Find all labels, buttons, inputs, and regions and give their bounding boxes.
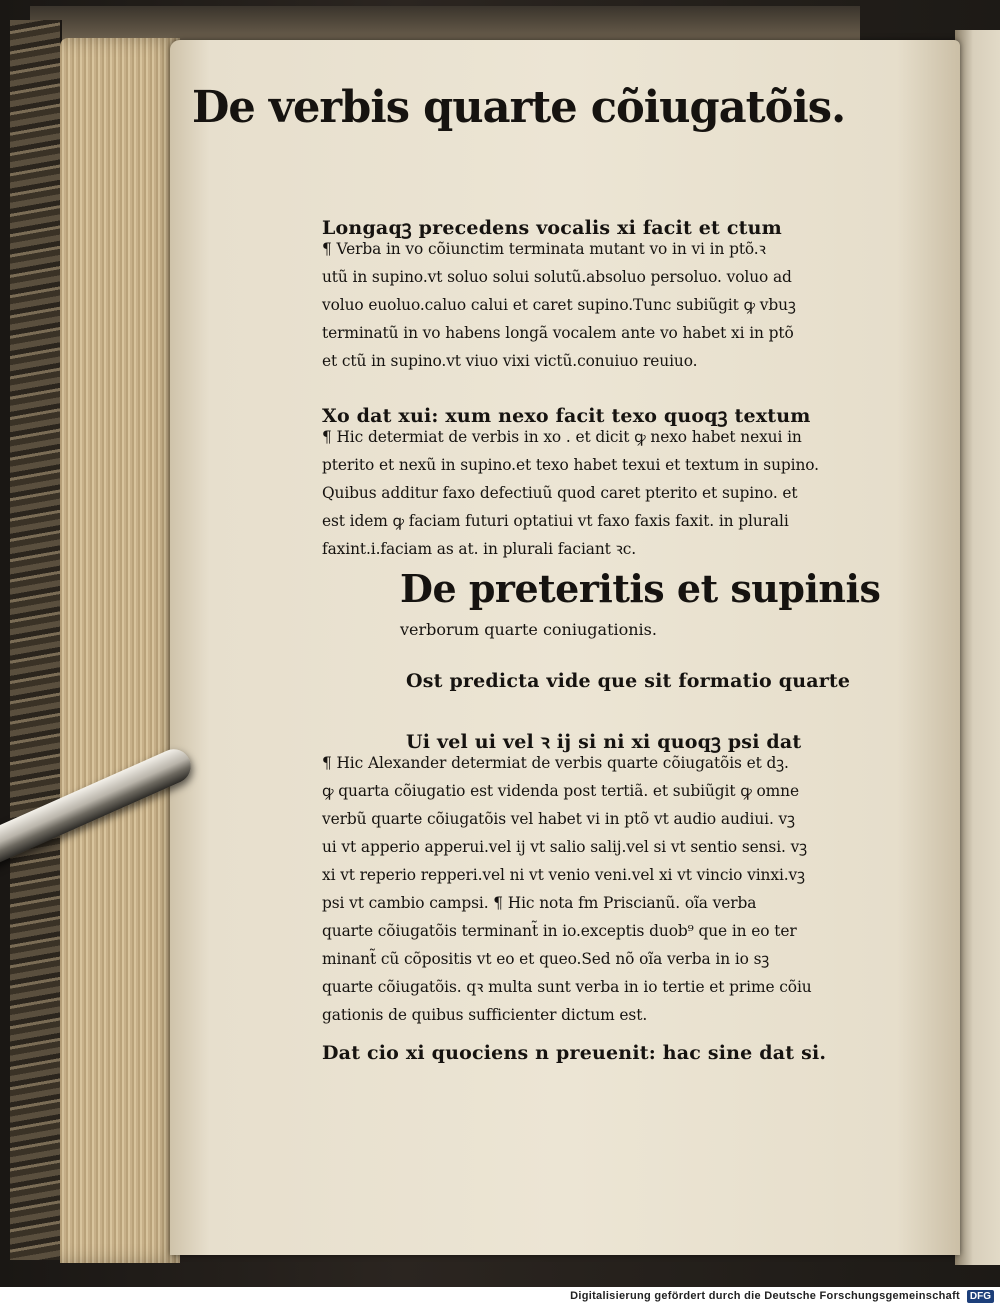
gloss-line: utũ in supino.vt soluo solui solutũ.absoluo persoluo. voluo ad — [322, 268, 792, 286]
gloss-line: voluo euoluo.caluo calui et caret supino.Tunc subiũgit ꝙ vbuꝫ — [322, 296, 796, 314]
gloss-line: ¶ Hic Alexander determiat de verbis quarte cõiugatõis et dꝫ. — [322, 754, 789, 772]
gloss-line: est idem ꝙ faciam futuri optatiui vt faxo faxis faxit. in plurali — [322, 512, 789, 530]
gloss-line: gationis de quibus sufficienter dictum est. — [322, 1006, 648, 1024]
gloss-line: terminatũ in vo habens longã vocalem ante vo habet xi in ptõ — [322, 324, 794, 342]
footer-credit-text: Digitalisierung gefördert durch die Deutsche Forschungsgemeinschaft — [570, 1290, 960, 1302]
gloss-line: et ctũ in supino.vt viuo vixi victũ.conuiuo reuiuo. — [322, 352, 698, 370]
gloss-line: faxint.i.faciam as at. in plurali faciant ꝛc. — [322, 540, 637, 558]
section-subheading: verborum quarte coniugationis. — [400, 620, 657, 639]
gloss-line: ¶ Verba in vo cõiunctim terminata mutant vo in vi in ptõ.ꝛ — [322, 240, 766, 258]
dfg-logo-icon: DFG — [967, 1290, 994, 1303]
gloss-line: ꝙ quarta cõiugatio est videnda post tertiã. et subiũgit ꝙ omne — [322, 782, 799, 800]
verse-line: Dat cio xi quociens n preuenit: hac sine dat si. — [322, 1042, 827, 1064]
gloss-line: quarte cõiugatõis. qꝛ multa sunt verba in io tertie et prime cõiu — [322, 978, 812, 996]
gloss-line: minant̃ cũ cõpositis vt eo et queo.Sed nõ oĩa verba in io sꝫ — [322, 950, 770, 968]
footer-bar — [0, 1287, 1000, 1307]
verse-line: Ost predicta vide que sit formatio quarte — [406, 670, 851, 692]
gloss-line: pterito et nexũ in supino.et texo habet texui et textum in supino. — [322, 456, 819, 474]
verse-line: Ui vel ui vel ꝛ ij si ni xi quoqꝫ psi dat — [406, 731, 802, 753]
section-heading: De preteritis et supinis — [400, 566, 881, 611]
gloss-line: ¶ Hic determiat de verbis in xo . et dicit ꝙ nexo habet nexui in — [322, 428, 802, 446]
verse-line: Xo dat xui: xum nexo facit texo quoqꝫ textum — [322, 405, 811, 427]
verse-line: Longaqꝫ precedens vocalis xi facit et ctum — [322, 217, 782, 239]
page-title: De verbis quarte cõiugatõis. — [192, 82, 846, 133]
gloss-line: Quibus additur faxo defectiuũ quod caret pterito et supino. et — [322, 484, 798, 502]
gloss-line: ui vt apperio apperui.vel ij vt salio salij.vel si vt sentio sensi. vꝫ — [322, 838, 808, 856]
gloss-line: xi vt reperio repperi.vel ni vt venio veni.vel xi vt vincio vinxi.vꝫ — [322, 866, 805, 884]
gloss-line: quarte cõiugatõis terminant̃ in io.exceptis duob⁹ que in eo ter — [322, 922, 797, 940]
gloss-line: psi vt cambio campsi. ¶ Hic nota fm Priscianũ. oĩa verba — [322, 894, 757, 912]
gloss-line: verbũ quarte cõiugatõis vel habet vi in ptõ vt audio audiui. vꝫ — [322, 810, 795, 828]
